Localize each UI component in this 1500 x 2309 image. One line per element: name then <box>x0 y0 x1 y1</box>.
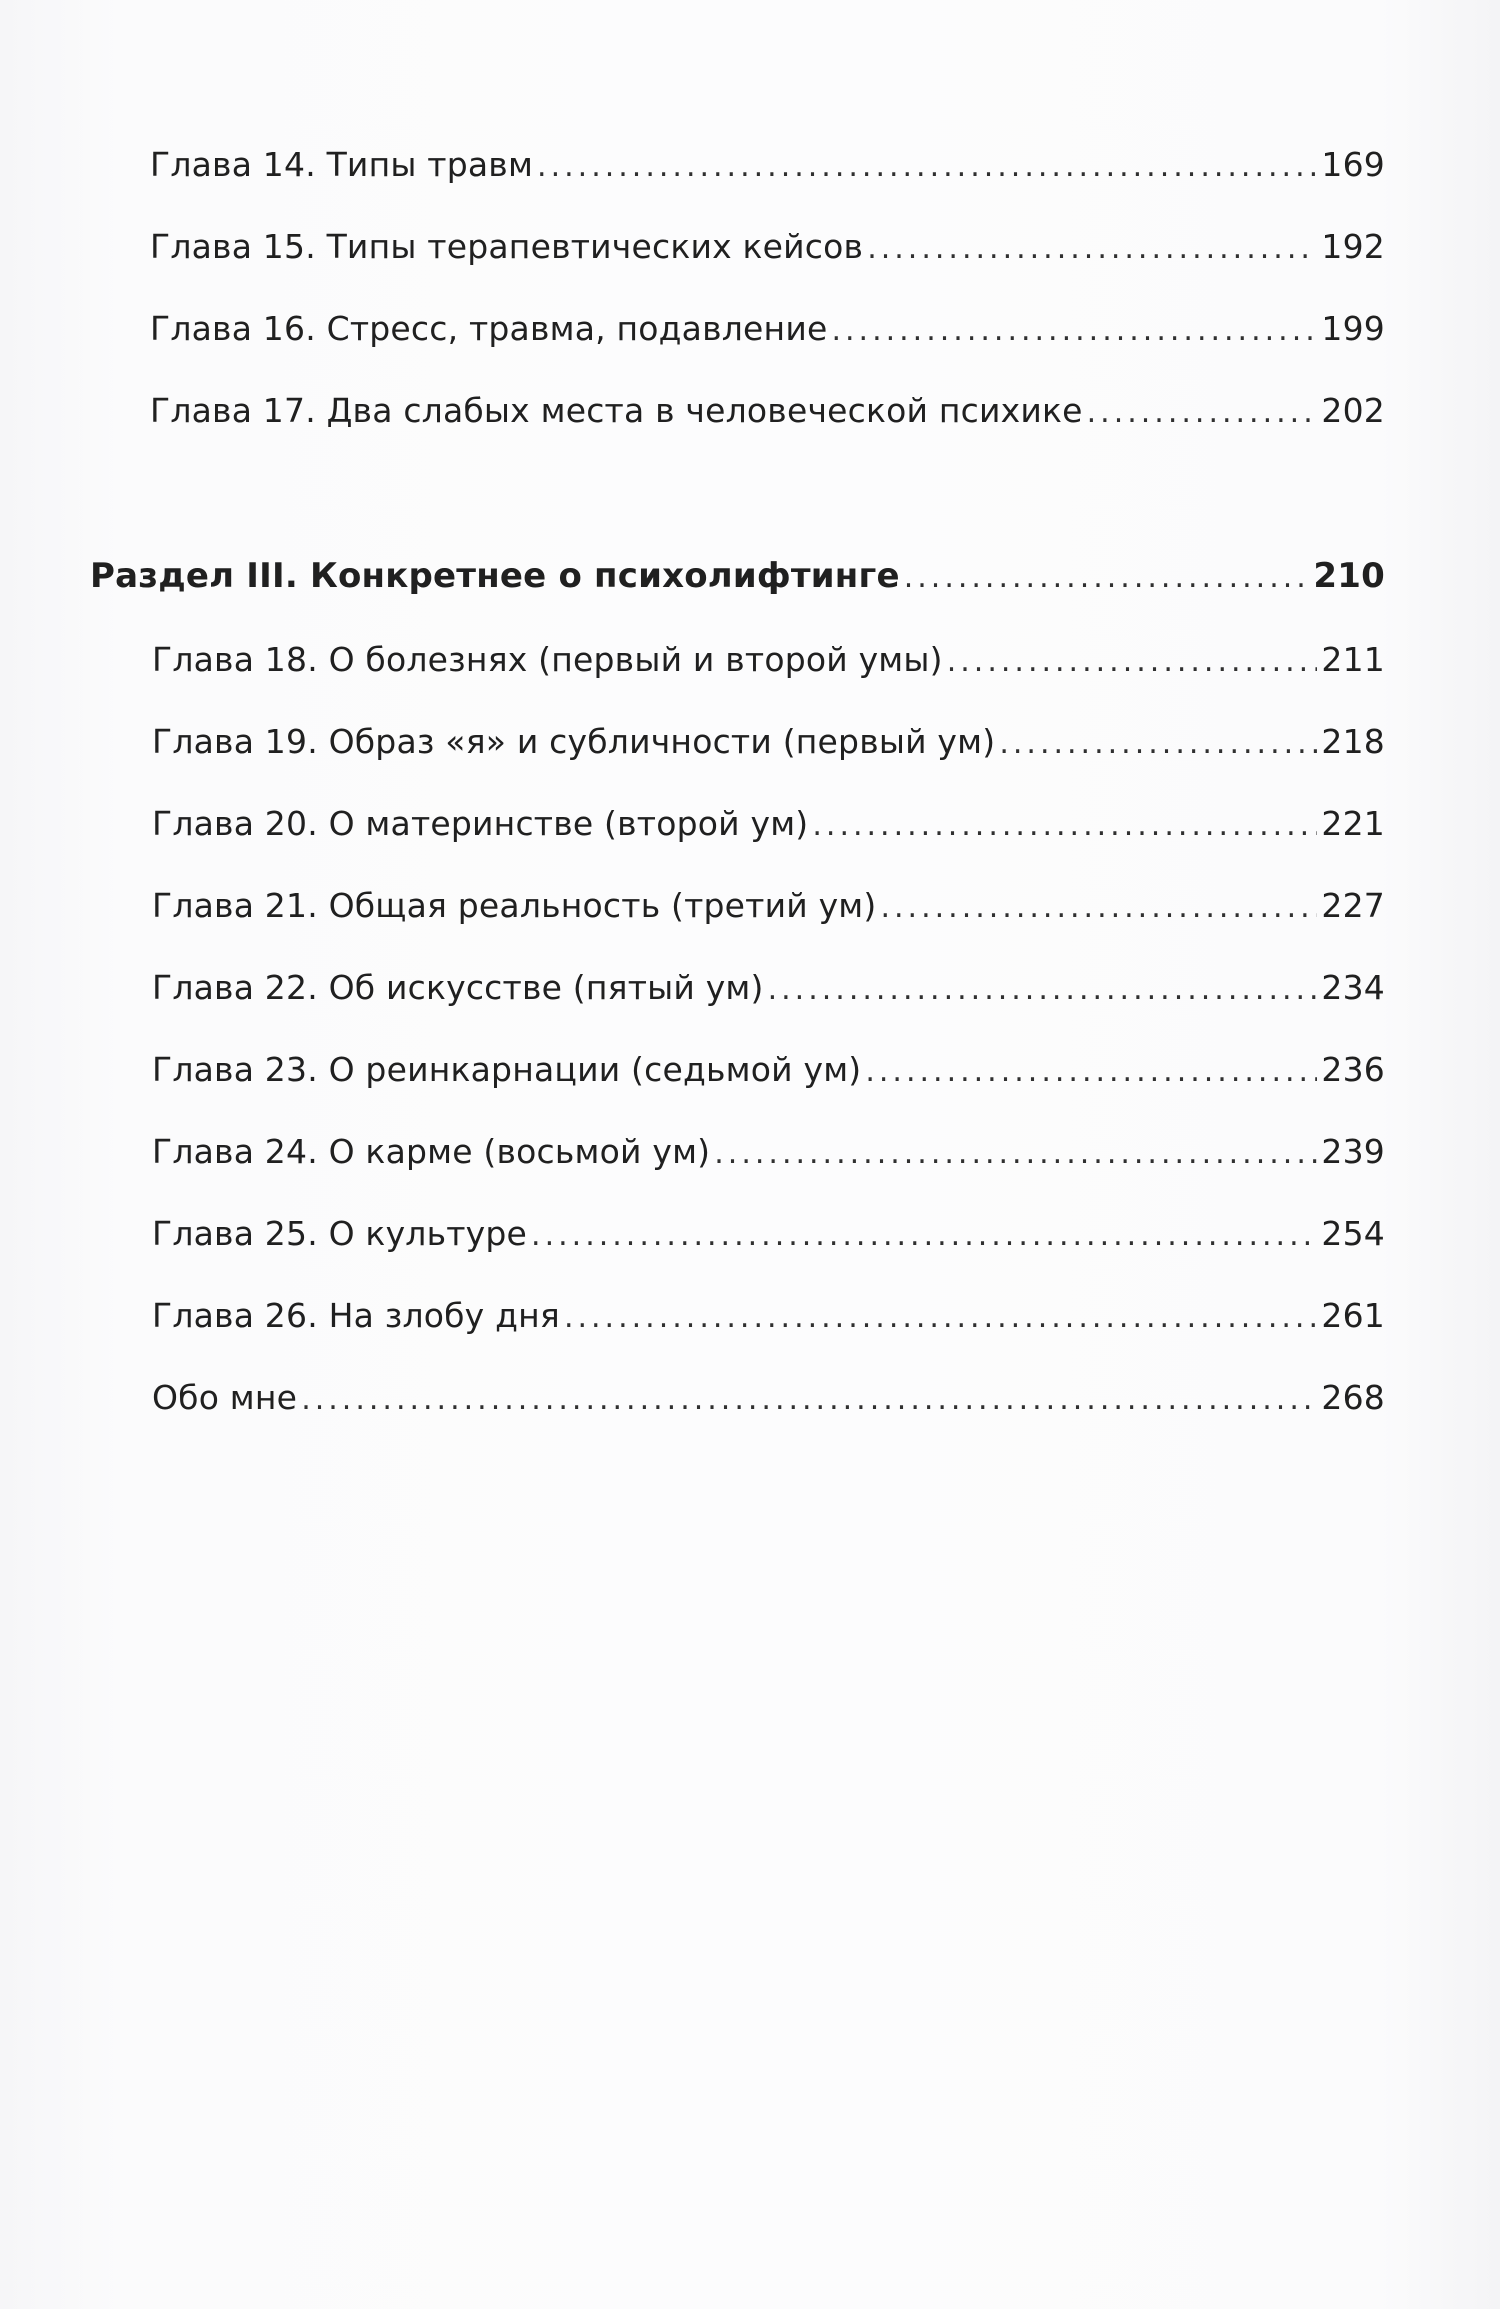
dot-leader <box>537 149 1317 184</box>
toc-entry-title: Глава 14. Типы травм <box>150 145 534 184</box>
toc-entry-page: 218 <box>1321 722 1385 761</box>
toc-entry-title: Глава 16. Стресс, травма, подавление <box>150 309 828 348</box>
toc-entry-page: 239 <box>1321 1132 1385 1171</box>
toc-entry-title: Глава 22. Об искусстве (пятый ум) <box>152 968 764 1007</box>
toc-entry-page: 211 <box>1321 640 1385 679</box>
dot-leader <box>904 560 1310 595</box>
toc-entry-chapter-26 <box>152 1296 1385 1348</box>
toc-entry-page: 261 <box>1321 1296 1385 1335</box>
toc-section-page: 210 <box>1313 556 1385 596</box>
dot-leader <box>1087 395 1318 430</box>
toc-entry-chapter-14 <box>150 145 1385 197</box>
toc-entry-chapter-16 <box>150 309 1385 361</box>
toc-entry-chapter-24 <box>152 1132 1385 1184</box>
dot-leader <box>999 726 1317 761</box>
dot-leader <box>831 313 1317 348</box>
toc-entry-title: Глава 15. Типы терапевтических кейсов <box>150 227 864 266</box>
toc-entry-page: 192 <box>1321 227 1385 266</box>
toc-entry-page: 221 <box>1321 804 1385 843</box>
toc-entry-title: Глава 26. На злобу дня <box>152 1296 560 1335</box>
dot-leader <box>812 808 1317 843</box>
toc-entry-page: 199 <box>1321 309 1385 348</box>
toc-entry-title: Глава 25. О культуре <box>152 1214 528 1253</box>
dot-leader <box>880 890 1317 925</box>
toc-entry-page: 169 <box>1321 145 1385 184</box>
toc-entry-chapter-17 <box>150 391 1385 443</box>
toc-entry-section-3 <box>90 556 1385 608</box>
dot-leader <box>867 231 1317 266</box>
toc-entry-chapter-15 <box>150 227 1385 279</box>
toc-entry-page: 227 <box>1321 886 1385 925</box>
toc-entry-page: 254 <box>1321 1214 1385 1253</box>
toc-entry-chapter-20 <box>152 804 1385 856</box>
toc-entry-title: Глава 20. О материнстве (второй ум) <box>152 804 809 843</box>
toc-entry-page: 202 <box>1321 391 1385 430</box>
toc-entry-page: 234 <box>1321 968 1385 1007</box>
toc-entry-chapter-21 <box>152 886 1385 938</box>
toc-entry-about-me <box>152 1378 1385 1430</box>
dot-leader <box>714 1136 1317 1171</box>
toc-entry-page: 268 <box>1321 1378 1385 1417</box>
toc-entry-chapter-22 <box>152 968 1385 1020</box>
toc-entry-title: Глава 19. Образ «я» и субличности (первый ум) <box>152 722 996 761</box>
dot-leader <box>865 1054 1317 1089</box>
toc-entry-chapter-19 <box>152 722 1385 774</box>
dot-leader <box>531 1218 1317 1253</box>
toc-entry-title: Глава 17. Два слабых места в человеческой психике <box>150 391 1083 430</box>
toc-entry-chapter-18 <box>152 640 1385 692</box>
toc-entry-title: Глава 21. Общая реальность (третий ум) <box>152 886 877 925</box>
toc-entry-chapter-25 <box>152 1214 1385 1266</box>
toc-entry-chapter-23 <box>152 1050 1385 1102</box>
toc-entry-title: Глава 23. О реинкарнации (седьмой ум) <box>152 1050 862 1089</box>
dot-leader <box>947 644 1318 679</box>
toc-entry-title: Глава 24. О карме (восьмой ум) <box>152 1132 711 1171</box>
dot-leader <box>768 972 1318 1007</box>
toc-section-title: Раздел III. Конкретнее о психолифтинге <box>90 556 900 596</box>
dot-leader <box>301 1382 1317 1417</box>
toc-entry-title: Обо мне <box>152 1378 298 1417</box>
toc-entry-page: 236 <box>1321 1050 1385 1089</box>
dot-leader <box>564 1300 1317 1335</box>
toc-entry-title: Глава 18. О болезнях (первый и второй умы) <box>152 640 943 679</box>
